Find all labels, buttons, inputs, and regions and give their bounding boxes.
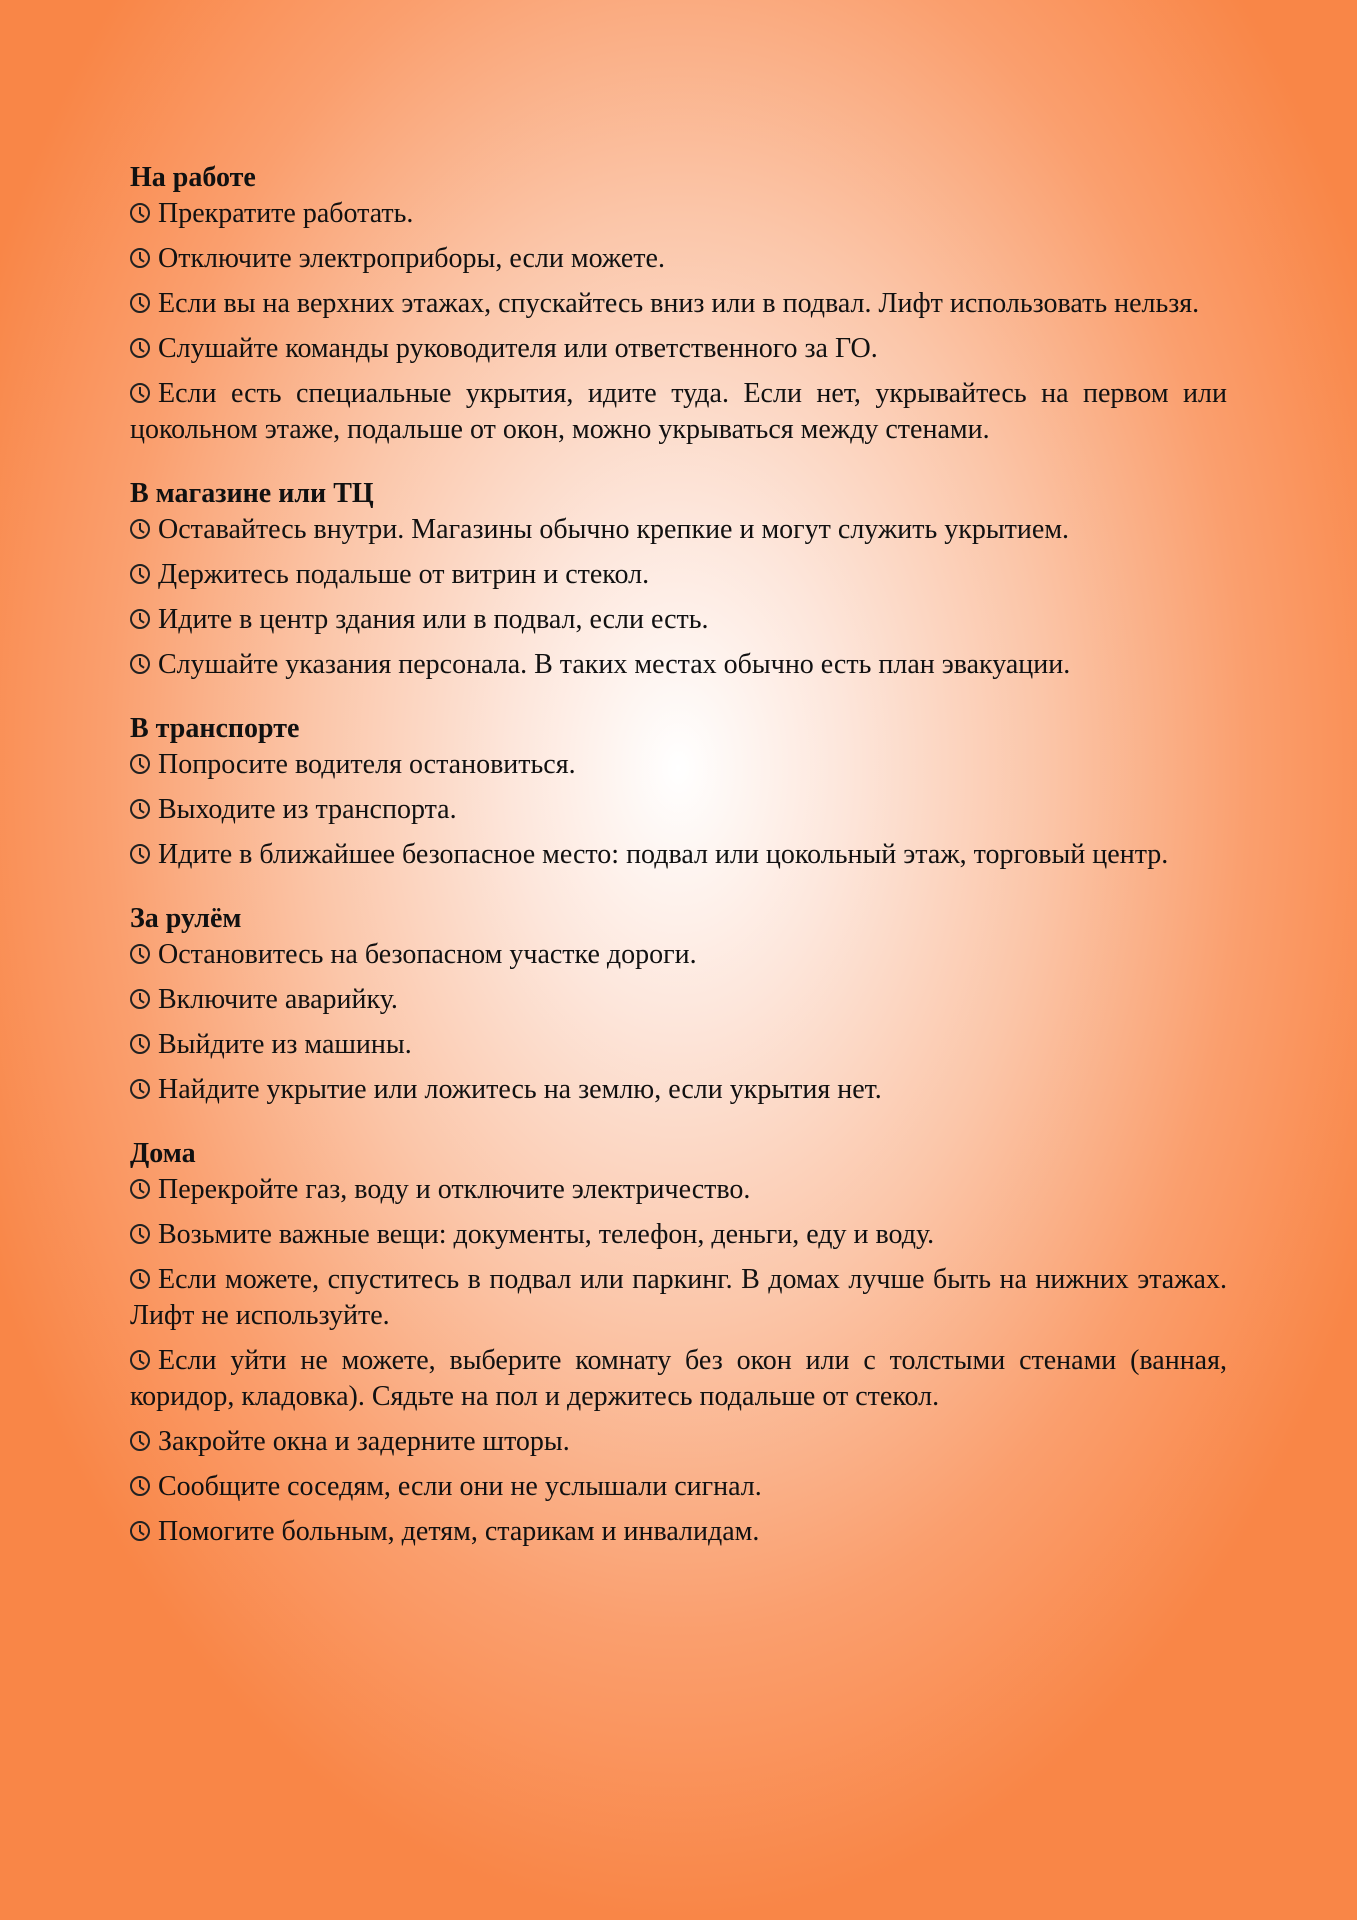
list-item-text: Если вы на верхних этажах, спускайтесь вниз или в подвал. Лифт использовать нельзя.	[158, 288, 1200, 319]
stopwatch-icon	[130, 944, 150, 964]
list-item-text: Идите в ближайшее безопасное место: подвал или цокольный этаж, торговый центр.	[158, 839, 1169, 870]
stopwatch-icon	[130, 989, 150, 1009]
stopwatch-icon	[130, 519, 150, 539]
list-item-text: Перекройте газ, воду и отключите электричество.	[158, 1174, 751, 1205]
section-at-work	[130, 160, 1227, 448]
section-in-transport	[130, 711, 1227, 873]
list-item-text: Держитесь подальше от витрин и стекол.	[158, 559, 650, 590]
instructions-document	[130, 160, 1227, 1578]
list-item-text: Если есть специальные укрытия, идите туда. Если нет, укрывайтесь на первом или цокольном этаже, подальше от окон, можно укрываться между стенами.	[130, 378, 1227, 445]
list-item-text: Закройте окна и задерните шторы.	[158, 1426, 570, 1457]
list-item-text: Сообщите соседям, если они не услышали сигнал.	[158, 1471, 762, 1502]
stopwatch-icon	[130, 799, 150, 819]
list-item	[130, 792, 1227, 828]
list-item	[130, 196, 1227, 232]
list-item-text: Попросите водителя остановиться.	[158, 749, 576, 780]
section-title: За рулём	[130, 903, 242, 934]
list-item-text: Отключите электроприборы, если можете.	[158, 243, 665, 274]
list-item	[130, 1424, 1227, 1460]
section-title: В магазине или ТЦ	[130, 478, 374, 509]
list-item	[130, 241, 1227, 277]
list-item	[130, 1469, 1227, 1505]
stopwatch-icon	[130, 1431, 150, 1451]
list-item	[130, 512, 1227, 548]
stopwatch-icon	[130, 564, 150, 584]
list-item	[130, 1172, 1227, 1208]
list-item	[130, 1343, 1227, 1415]
list-item	[130, 1217, 1227, 1253]
list-item	[130, 376, 1227, 448]
stopwatch-icon	[130, 1034, 150, 1054]
list-item-text: Если уйти не можете, выберите комнату без окон или с толстыми стенами (ванная, коридор, кладовка). Сядьте на пол и держитесь подальше от стекол.	[130, 1345, 1227, 1412]
list-item-text: Включите аварийку.	[158, 984, 398, 1015]
list-item	[130, 937, 1227, 973]
list-item-text: Выйдите из машины.	[158, 1029, 412, 1060]
list-item-text: Найдите укрытие или ложитесь на землю, если укрытия нет.	[158, 1074, 882, 1105]
list-item-text: Слушайте команды руководителя или ответственного за ГО.	[158, 333, 878, 364]
section-title: В транспорте	[130, 713, 300, 744]
list-item	[130, 982, 1227, 1018]
list-item-text: Возьмите важные вещи: документы, телефон, деньги, еду и воду.	[158, 1219, 935, 1250]
list-item	[130, 331, 1227, 367]
section-title: Дома	[130, 1138, 196, 1169]
list-item	[130, 602, 1227, 638]
stopwatch-icon	[130, 654, 150, 674]
list-item	[130, 557, 1227, 593]
stopwatch-icon	[130, 754, 150, 774]
list-item	[130, 837, 1227, 873]
list-item-text: Остановитесь на безопасном участке дороги.	[158, 939, 697, 970]
list-item-text: Идите в центр здания или в подвал, если есть.	[158, 604, 709, 635]
stopwatch-icon	[130, 293, 150, 313]
stopwatch-icon	[130, 1079, 150, 1099]
stopwatch-icon	[130, 844, 150, 864]
list-item	[130, 286, 1227, 322]
stopwatch-icon	[130, 1521, 150, 1541]
stopwatch-icon	[130, 609, 150, 629]
list-item-text: Если можете, спуститесь в подвал или паркинг. В домах лучше быть на нижних этажах. Лифт не используйте.	[130, 1264, 1227, 1331]
stopwatch-icon	[130, 1476, 150, 1496]
section-in-store	[130, 476, 1227, 683]
list-item	[130, 1072, 1227, 1108]
list-item	[130, 1262, 1227, 1334]
stopwatch-icon	[130, 383, 150, 403]
list-item	[130, 647, 1227, 683]
stopwatch-icon	[130, 248, 150, 268]
list-item-text: Слушайте указания персонала. В таких местах обычно есть план эвакуации.	[158, 649, 1071, 680]
list-item-text: Выходите из транспорта.	[158, 794, 457, 825]
stopwatch-icon	[130, 338, 150, 358]
section-driving	[130, 901, 1227, 1108]
stopwatch-icon	[130, 1269, 150, 1289]
list-item-text: Прекратите работать.	[158, 198, 414, 229]
stopwatch-icon	[130, 1224, 150, 1244]
stopwatch-icon	[130, 203, 150, 223]
list-item	[130, 1027, 1227, 1063]
list-item	[130, 1514, 1227, 1550]
list-item-text: Помогите больным, детям, старикам и инвалидам.	[158, 1516, 760, 1547]
list-item-text: Оставайтесь внутри. Магазины обычно крепкие и могут служить укрытием.	[158, 514, 1070, 545]
section-title: На работе	[130, 162, 256, 193]
list-item	[130, 747, 1227, 783]
stopwatch-icon	[130, 1350, 150, 1370]
stopwatch-icon	[130, 1179, 150, 1199]
section-at-home	[130, 1136, 1227, 1550]
